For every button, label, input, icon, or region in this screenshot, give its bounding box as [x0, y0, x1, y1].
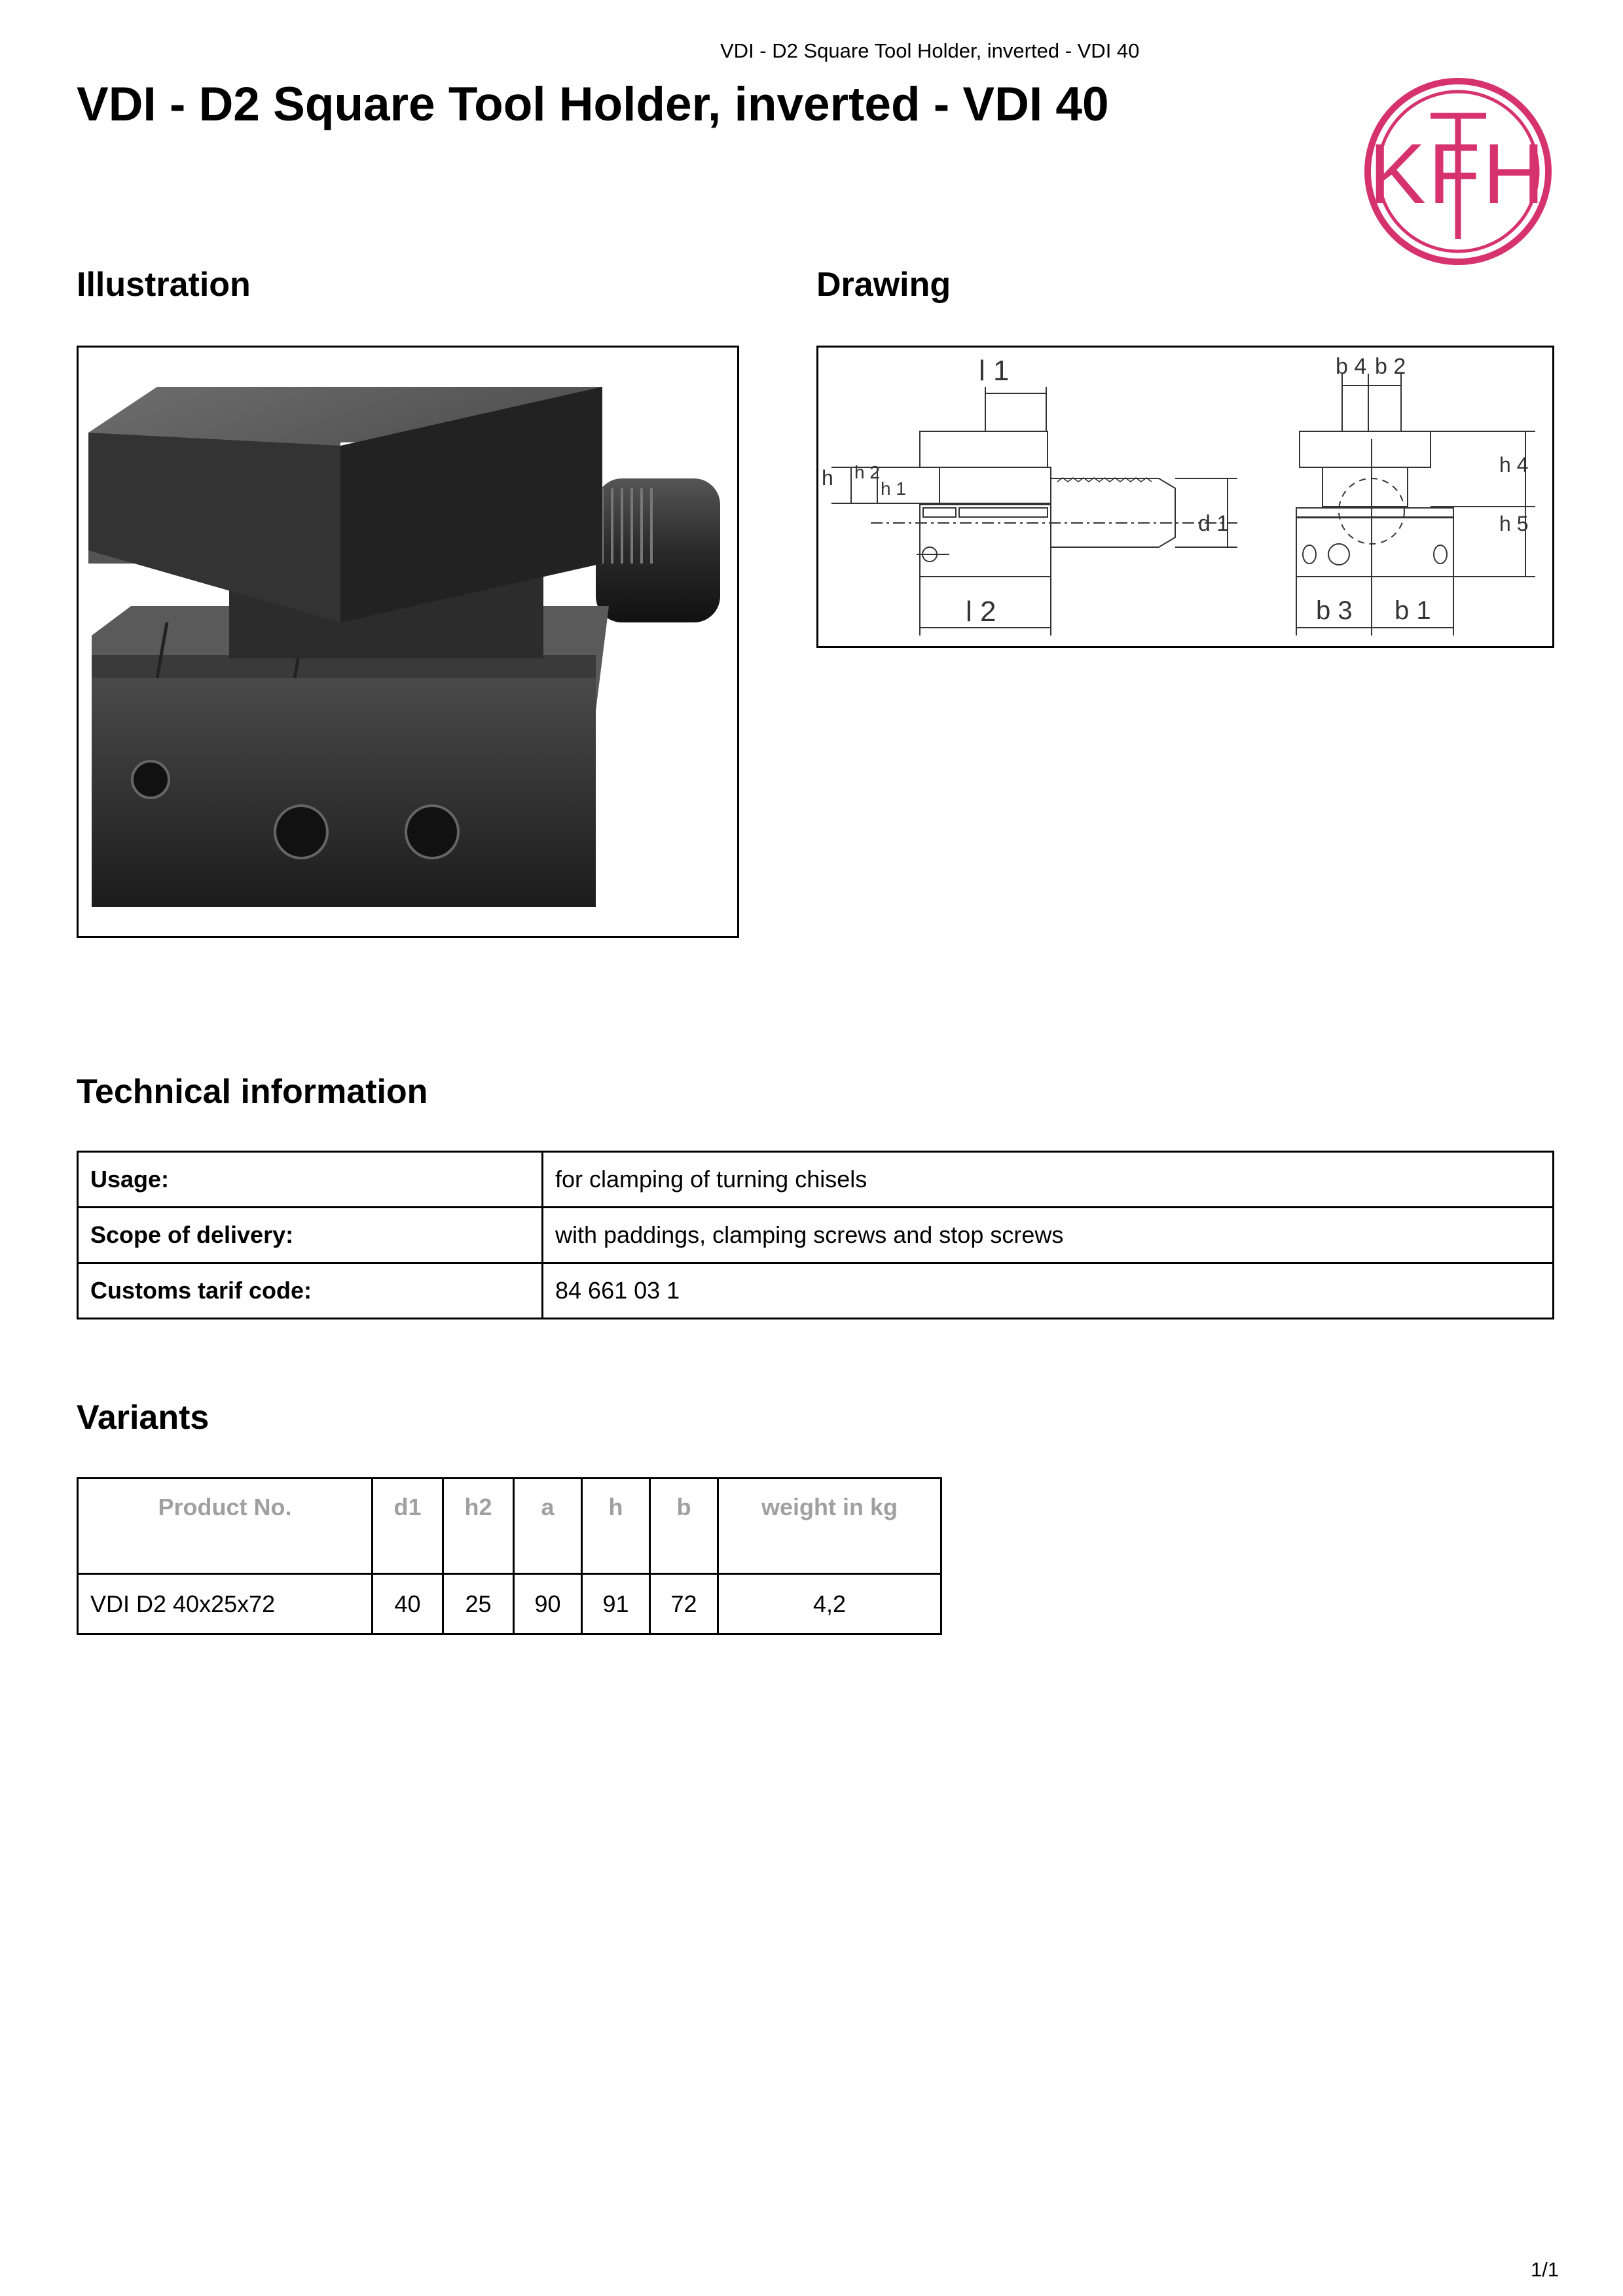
col-header-product-no: Product No.: [78, 1479, 373, 1574]
tech-value-scope: with paddings, clamping screws and stop screws: [543, 1208, 1554, 1263]
dim-b4-label: b 4: [1336, 354, 1367, 379]
tech-label-scope: Scope of delivery:: [78, 1208, 543, 1263]
page-number: 1/1: [1531, 2258, 1559, 2281]
dim-l2-label: l 2: [966, 596, 996, 628]
section-title-technical: Technical information: [77, 1073, 428, 1111]
running-header: VDI - D2 Square Tool Holder, inverted - VDI 40: [720, 39, 1140, 62]
product-illustration: [77, 346, 739, 938]
cell-a: 90: [514, 1574, 582, 1634]
section-title-variants: Variants: [77, 1399, 210, 1437]
cell-b: 72: [650, 1574, 718, 1634]
col-header-d1: d1: [373, 1479, 443, 1574]
dim-l1-label: l 1: [979, 355, 1010, 387]
table-row: [78, 1574, 941, 1634]
section-title-drawing: Drawing: [816, 266, 951, 304]
tech-value-customs: 84 661 03 1: [543, 1263, 1554, 1319]
cell-d1: 40: [373, 1574, 443, 1634]
table-row: [78, 1208, 1554, 1263]
table-row: [78, 1152, 1554, 1208]
tech-label-usage: Usage:: [78, 1152, 543, 1208]
col-header-h2: h2: [443, 1479, 514, 1574]
page-title: VDI - D2 Square Tool Holder, inverted - VDI 40: [77, 78, 1109, 131]
tech-label-customs: Customs tarif code:: [78, 1263, 543, 1319]
cell-product-no: VDI D2 40x25x72: [78, 1574, 373, 1634]
dim-b2-label: b 2: [1375, 354, 1406, 379]
tech-value-usage: for clamping of turning chisels: [543, 1152, 1554, 1208]
dim-h4-label: h 4: [1499, 453, 1529, 476]
variants-table: [77, 1477, 942, 1635]
col-header-b: b: [650, 1479, 718, 1574]
cell-weight: 4,2: [718, 1574, 941, 1634]
dim-h-label: h: [822, 466, 833, 490]
col-header-h: h: [582, 1479, 650, 1574]
table-row: [78, 1263, 1554, 1319]
dim-h1-label: h 1: [881, 478, 906, 499]
col-header-weight: weight in kg: [718, 1479, 941, 1574]
table-header-row: [78, 1479, 941, 1574]
technical-drawing: [816, 346, 1554, 648]
dim-h5-label: h 5: [1499, 512, 1529, 535]
dim-d1-label: d 1: [1198, 511, 1230, 536]
section-title-illustration: Illustration: [77, 266, 251, 304]
technical-info-table: [77, 1151, 1554, 1319]
dim-b3-label: b 3: [1316, 596, 1353, 625]
cell-h: 91: [582, 1574, 650, 1634]
dim-h2-label: h 2: [854, 462, 880, 482]
dim-b1-label: b 1: [1395, 596, 1431, 625]
kfh-logo: [1362, 75, 1555, 268]
svg-text:KFH: KFH: [1369, 126, 1547, 221]
cell-h2: 25: [443, 1574, 514, 1634]
col-header-a: a: [514, 1479, 582, 1574]
